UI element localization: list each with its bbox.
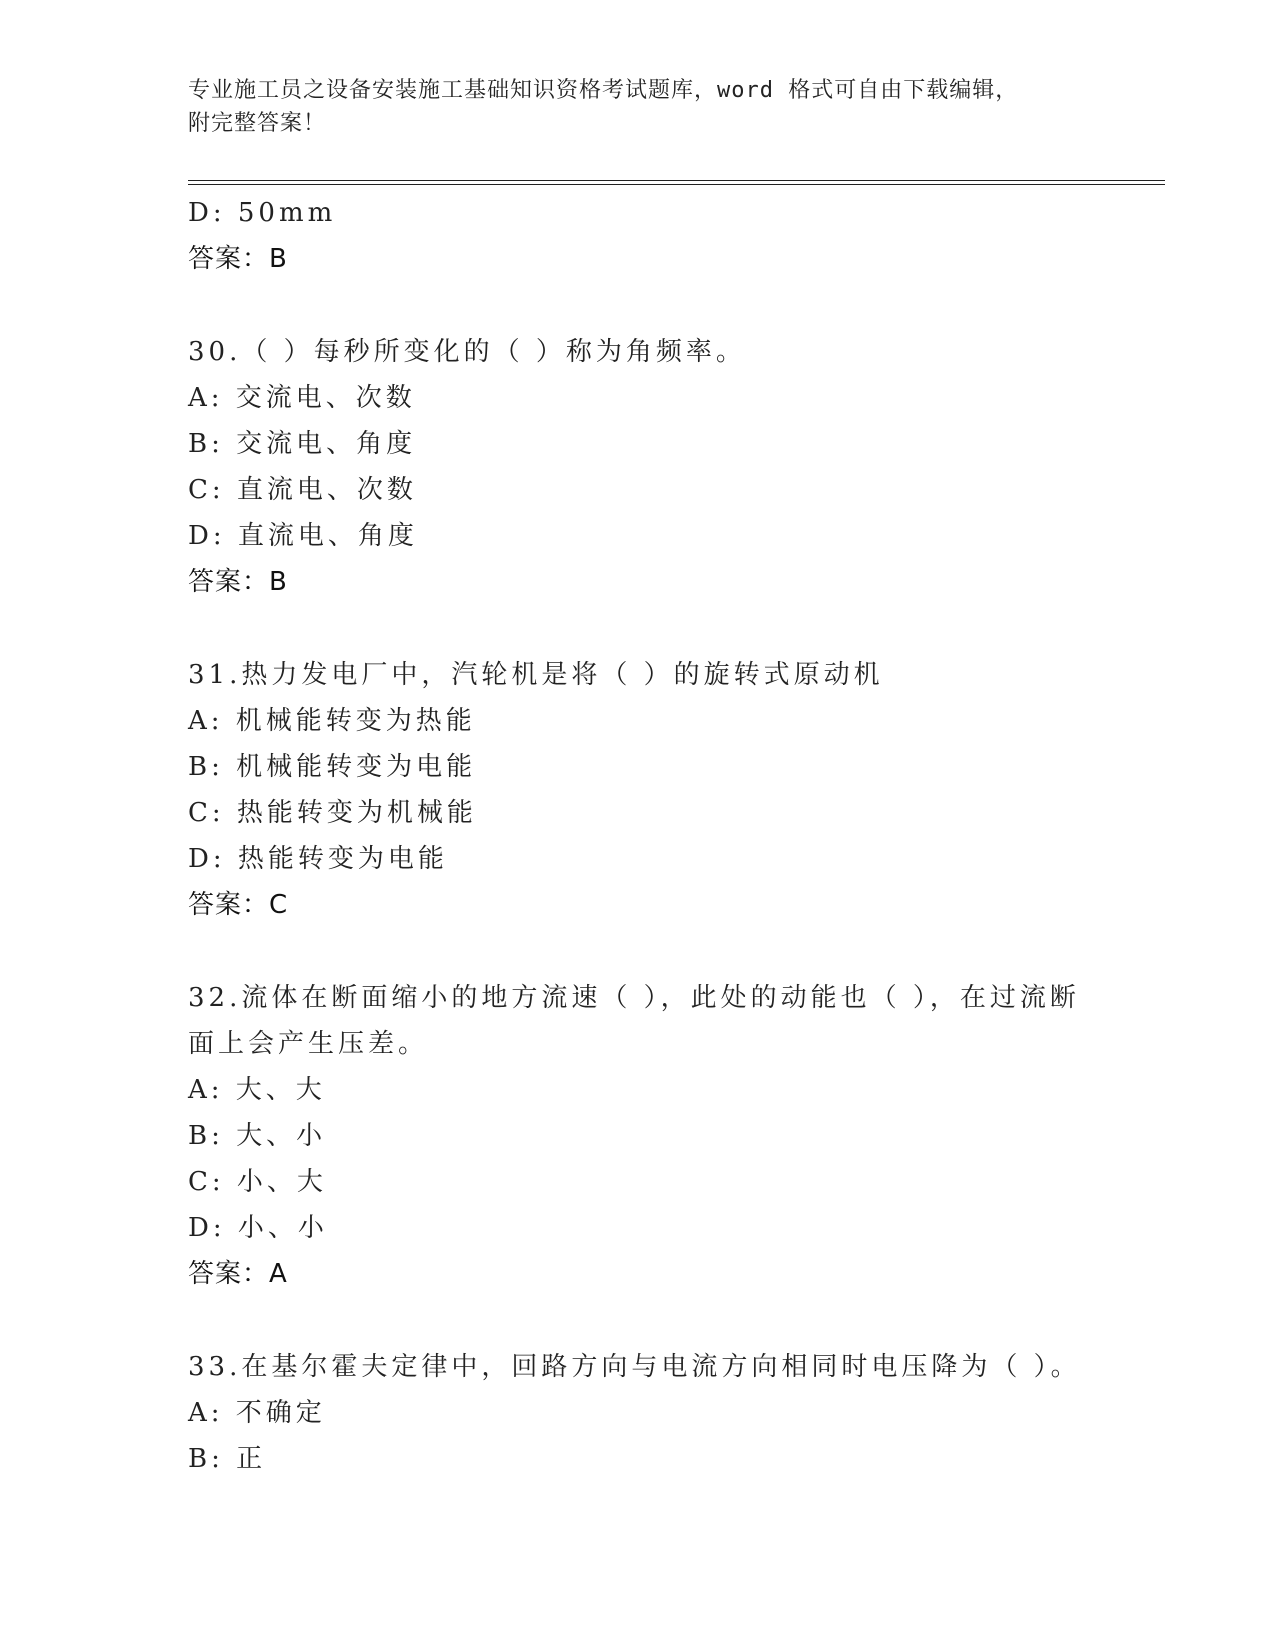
option-d: D: 50mm <box>188 198 337 228</box>
option-d: D: 热能转变为电能 <box>188 844 448 874</box>
answer: 答案：A <box>188 1259 288 1289</box>
spacer <box>188 282 1148 329</box>
option-d: D: 小、小 <box>188 1213 328 1243</box>
option-b: B: 正 <box>188 1444 267 1474</box>
question-list <box>188 190 1148 1482</box>
question-30 <box>188 329 1148 605</box>
option-a: A: 不确定 <box>188 1398 326 1428</box>
spacer <box>188 928 1148 975</box>
header-divider-bottom <box>188 184 1165 185</box>
question-stem: 33.在基尔霍夫定律中，回路方向与电流方向相同时电压降为（ ）。 <box>188 1352 1081 1382</box>
option-c: C: 热能转变为机械能 <box>188 798 477 828</box>
header-divider-top <box>188 180 1165 181</box>
document-header <box>188 74 1068 140</box>
answer: 答案：B <box>188 244 288 274</box>
answer: 答案：C <box>188 890 289 920</box>
option-b: B: 交流电、角度 <box>188 429 417 459</box>
question-stem-line-1: 32.流体在断面缩小的地方流速（ ），此处的动能也（ ），在过流断 <box>188 983 1080 1013</box>
spacer <box>188 1297 1148 1344</box>
question-31 <box>188 652 1148 928</box>
header-line-1: 专业施工员之设备安装施工基础知识资格考试题库，word 格式可自由下载编辑， <box>188 78 1019 103</box>
option-b: B: 机械能转变为电能 <box>188 752 477 782</box>
question-33 <box>188 1344 1148 1482</box>
option-c: C: 直流电、次数 <box>188 475 417 505</box>
answer: 答案：B <box>188 567 288 597</box>
question-32 <box>188 975 1148 1297</box>
option-a: A: 大、大 <box>188 1075 326 1105</box>
option-a: A: 机械能转变为热能 <box>188 706 476 736</box>
option-a: A: 交流电、次数 <box>188 383 416 413</box>
question-stem: 30.（ ）每秒所变化的（ ）称为角频率。 <box>188 337 746 367</box>
header-line-2: 附完整答案！ <box>188 111 327 136</box>
question-stem-line-2: 面上会产生压差。 <box>188 1029 429 1059</box>
question-stem: 31.热力发电厂中，汽轮机是将（ ）的旋转式原动机 <box>188 660 884 690</box>
option-d: D: 直流电、角度 <box>188 521 418 551</box>
option-b: B: 大、小 <box>188 1121 327 1151</box>
option-c: C: 小、大 <box>188 1167 327 1197</box>
spacer <box>188 605 1148 652</box>
